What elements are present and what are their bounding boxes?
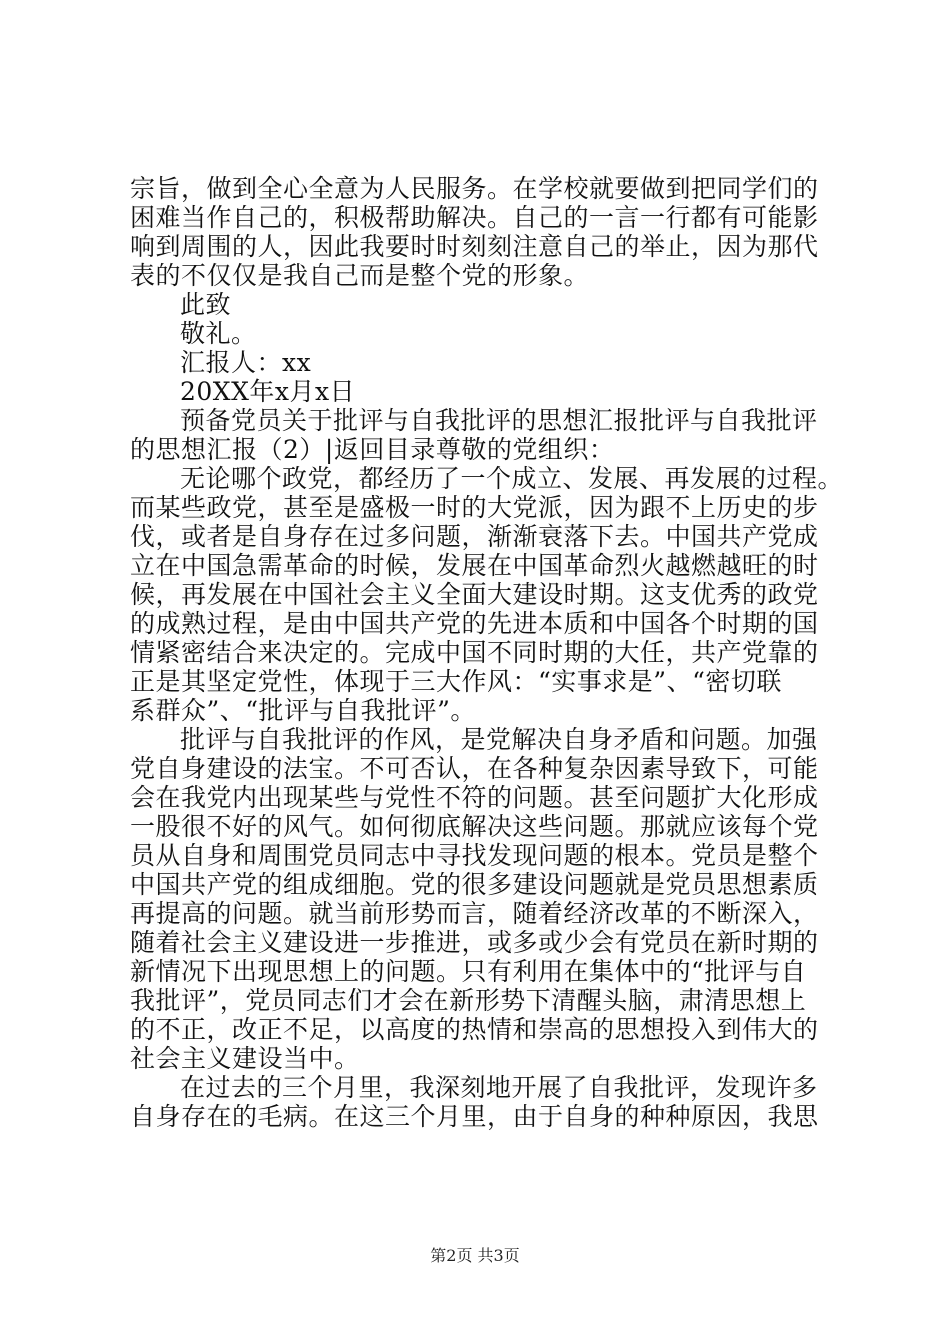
text-line: 正是其坚定党性，体现于三大作风：“实事求是”、“密切联 [130,667,782,696]
text-line: 随着社会主义建设进一步推进，或多或少会有党员在新时期的 [130,928,819,957]
text-line: 党自身建设的法宝。不可否认，在各种复杂因素导致下，可能 [130,754,819,783]
text-line: 无论哪个政党，都经历了一个成立、发展、再发展的过程。 [180,464,844,493]
salutation-line: 此致 [180,290,232,319]
text-line: 的不正，改正不足，以高度的热情和崇高的思想投入到伟大的 [130,1015,819,1044]
text-line: 在过去的三个月里，我深刻地开展了自我批评，发现许多 [180,1073,818,1102]
page-number-footer: 第2页 共3页 [430,1246,520,1265]
text-line: 我批评”，党员同志们才会在新形势下清醒头脑，肃清思想上 [130,986,807,1015]
text-line: 表的不仅仅是我自己而是整个党的形象。 [130,261,590,290]
text-line: 中国共产党的组成细胞。党的很多建设问题就是党员思想素质 [130,870,819,899]
text-line: 自身存在的毛病。在这三个月里，由于自身的种种原因，我思 [130,1102,819,1131]
text-line: 系群众”、“批评与自我批评”。 [130,696,476,725]
text-line: 响到周围的人，因此我要时时刻刻注意自己的举止，因为那代 [130,232,819,261]
salutation-line: 敬礼。 [180,319,257,348]
section-title-line: 预备党员关于批评与自我批评的思想汇报批评与自我批评 [180,406,818,435]
text-line: 新情况下出现思想上的问题。只有利用在集体中的“批评与自 [130,957,807,986]
date-line: 20XX年x月x日 [180,377,356,406]
text-line: 批评与自我批评的作风，是党解决自身矛盾和问题。加强 [180,725,818,754]
text-line: 情紧密结合来决定的。完成中国不同时期的大任，共产党靠的 [130,638,819,667]
text-line: 再提高的问题。就当前形势而言，随着经济改革的不断深入， [130,899,819,928]
text-line: 一股很不好的风气。如何彻底解决这些问题。那就应该每个党 [130,812,819,841]
text-line: 困难当作自己的，积极帮助解决。自己的一言一行都有可能影 [130,203,819,232]
text-line: 员从自身和周围党员同志中寻找发现问题的根本。党员是整个 [130,841,819,870]
text-line: 的成熟过程，是由中国共产党的先进本质和中国各个时期的国 [130,609,819,638]
document-body [130,174,844,1131]
section-title-line: 的思想汇报（2）|返回目录尊敬的党组织： [130,435,615,464]
text-line: 而某些政党，甚至是盛极一时的大党派，因为跟不上历史的步 [130,493,819,522]
text-line: 候，再发展在中国社会主义全面大建设时期。这支优秀的政党 [130,580,819,609]
text-line: 立在中国急需革命的时候，发展在中国革命烈火越燃越旺的时 [130,551,819,580]
text-line: 会在我党内出现某些与党性不符的问题。甚至问题扩大化形成 [130,783,819,812]
text-line: 社会主义建设当中。 [130,1044,360,1073]
text-line: 宗旨，做到全心全意为人民服务。在学校就要做到把同学们的 [130,174,819,203]
reporter-line: 汇报人：xx [180,348,312,377]
text-line: 伐，或者是自身存在过多问题，渐渐衰落下去。中国共产党成 [130,522,819,551]
